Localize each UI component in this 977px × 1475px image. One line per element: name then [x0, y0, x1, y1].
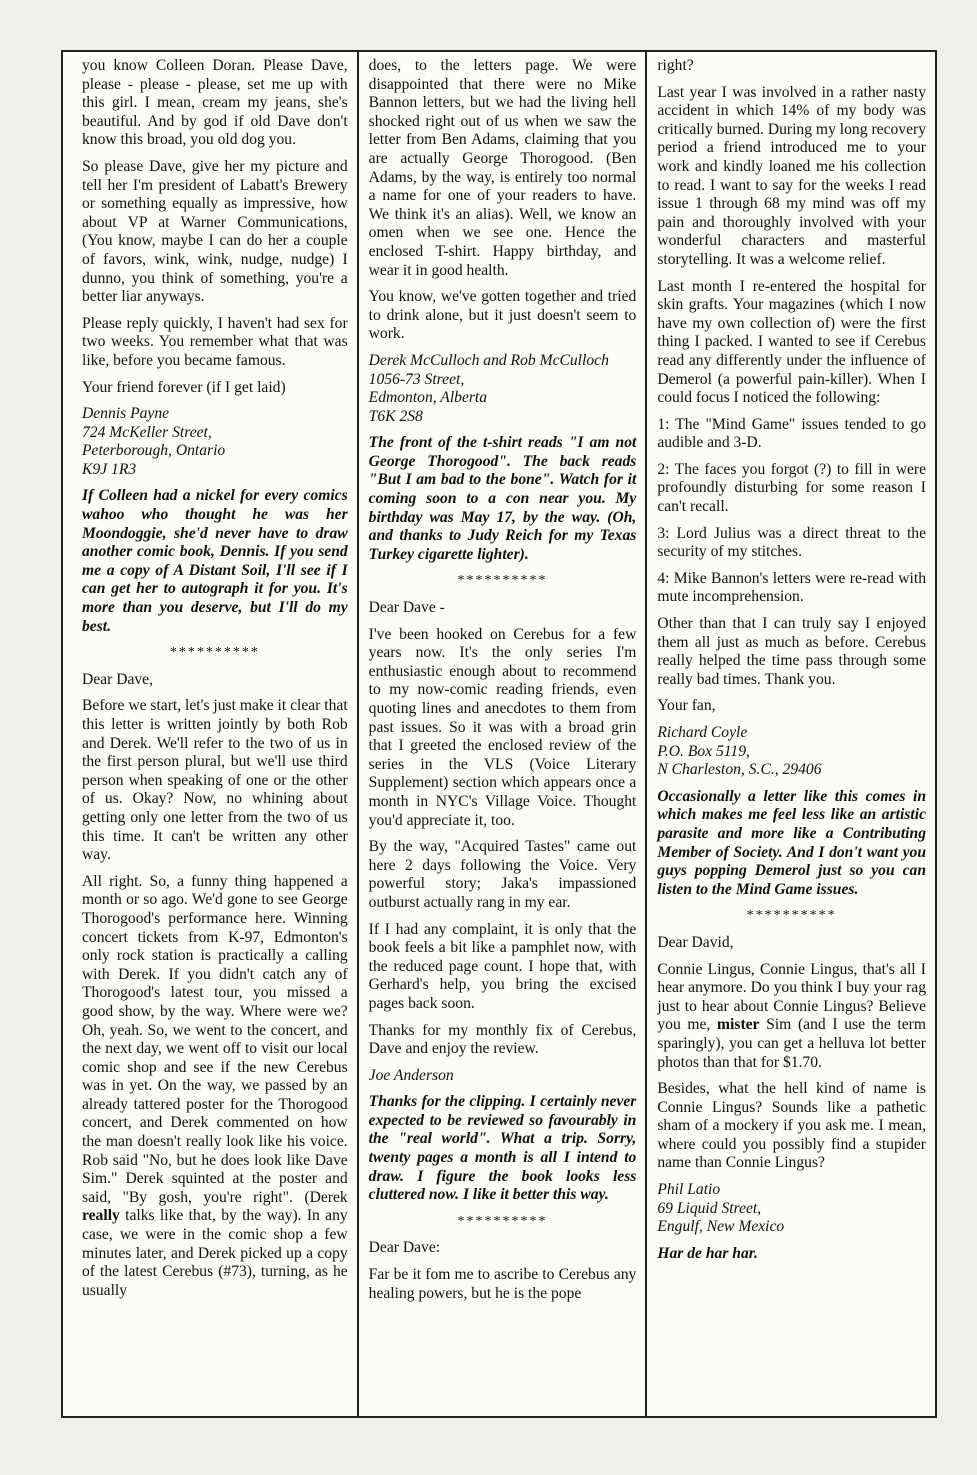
star-divider: ********** — [457, 1213, 548, 1229]
letter-paragraph: Other than that I can truly say I enjoyed them all just as much as before. Cerebus really helped the time pass through some really bad times. Thank you. — [657, 615, 926, 688]
signature-block — [369, 352, 637, 426]
letter-closing: Your fan, — [657, 697, 716, 715]
signature-name: Joe Anderson — [368, 1066, 454, 1084]
letter-list-item: 3: Lord Julius was a direct threat to the security of my stitches. — [657, 524, 926, 561]
column-1 — [63, 52, 357, 1416]
letter-paragraph: If I had any complaint, it is only that the book feels a bit like a pamphlet now, with the reduced page count. I hope that, with Gerhard's help, you bring the excised pages back soon. — [368, 920, 637, 1012]
letter-paragraph: Thanks for my monthly fix of Cerebus, Dave and enjoy the review. — [368, 1021, 637, 1058]
letter-closing: Your friend forever (if I get laid) — [82, 378, 286, 396]
letter-paragraph: does, to the letters page. We were disappointed that there were no Mike Bannon letters, but we had the living hell shocked right out of us when we saw the letter from Ben Adams, claiming that you are actually George Thorogood. (Ben Adams, by the way, is entirely too normal a name for one of your readers to have. We think it's an alias). Well, we know an omen when we see one. Hence the enclosed T-shirt. Happy birthday, and wear it in good health. — [368, 57, 637, 279]
letter-greeting: Dear Dave - — [368, 599, 445, 617]
letter-list-item: 2: The faces you forgot (?) to fill in were profoundly disturbing for some reason I can't recall. — [657, 460, 926, 516]
signature-name: Dennis Payne — [82, 405, 170, 423]
signature-city: N Charleston, S.C., 29406 — [657, 761, 822, 779]
emphasis: mister — [717, 1016, 760, 1034]
column-2 — [357, 52, 646, 1416]
signature-address: 1056-73 Street, — [368, 370, 465, 388]
signature-address: 69 Liquid Street, — [657, 1199, 762, 1217]
text-run: talks like that, by the way). In any case, we were in the comic shop a few minutes later, and Derek picked up a copy of the latest Cerebus (#73), turning, as he usually — [82, 1207, 348, 1299]
letter-paragraph: you know Colleen Doran. Please Dave, please - please - please, set me up with this girl. I mean, cream my jeans, she's beautiful. And by god if old Dave don't know this broad, you old dog you. — [82, 57, 348, 149]
editor-reply: If Colleen had a nickel for every comics wahoo who thought he was her Moondoggie, she'd never have to draw another comic book, Dennis. If you send me a copy of A Distant Soil, I'll see if I can get her to autograph it for you. It's more than you deserve, but I'll do my best. — [82, 487, 348, 635]
signature-postal: K9J 1R3 — [82, 460, 137, 478]
letter-list-item: 4: Mike Bannon's letters were re-read with mute incomprehension. — [657, 569, 926, 606]
signature-name: Phil Latio — [657, 1181, 721, 1199]
editor-reply: Thanks for the clipping. I certainly never expected to be reviewed so favourably in the "real world". What a trip. Sorry, twenty pages a month is all I intend to draw. I figure the book looks less cluttered now. I like it better this way. — [368, 1093, 637, 1204]
letter-paragraph: Last year I was involved in a rather nasty accident in which 14% of my body was critically burned. During my long recovery period a friend introduced me to your work and kindly loaned me his collection to read. I want to say for the weeks I read issue 1 through 68 my mind was off my pain and thoroughly involved with your wonderful characters and masterful storytelling. It was a welcome relief. — [657, 83, 926, 268]
column-3 — [645, 52, 935, 1416]
editor-reply: The front of the t-shirt reads "I am not George Thorogood". The back reads "But I am bad to the bone". Watch for it coming soon to a con near you. My birthday was May 17, by the way. (Oh, and thanks to Judy Reich for my Texas Turkey cigarette lighter). — [368, 434, 637, 563]
text-run: Sim (and I use the term sparingly), you can get a helluva lot better photos than that for $1.70. — [657, 1016, 926, 1071]
signature-postal: T6K 2S8 — [368, 407, 423, 425]
signature-city: Engulf, New Mexico — [657, 1218, 785, 1236]
letter-paragraph: Besides, what the hell kind of name is Connie Lingus? Sounds like a pathetic sham of a mockery if you ask me. I mean, where could you possibly find a stupider name than Connie Lingus? — [657, 1080, 926, 1172]
signature-block — [657, 724, 926, 780]
star-divider: ********** — [169, 645, 260, 661]
signature-city: Edmonton, Alberta — [368, 389, 488, 407]
letter-paragraph — [82, 873, 348, 1301]
letter-paragraph: Please reply quickly, I haven't had sex for two weeks. You remember what that was like, before you became famous. — [82, 314, 348, 369]
letter-greeting: Dear Dave, — [82, 670, 153, 688]
signature-name: Richard Coyle — [657, 724, 748, 741]
letter-paragraph: You know, we've gotten together and tried to drink alone, but it just doesn't seem to work. — [368, 288, 637, 343]
editor-reply: Occasionally a letter like this comes in which makes me feel less like an artistic parasite and more like a Contributing Member of Society. And I don't want you guys popping Demerol just so you can listen to the Mind Game issues. — [657, 787, 926, 898]
editor-reply: Har de har har. — [657, 1244, 758, 1262]
letter-paragraph: Last month I re-entered the hospital for skin grafts. Your magazines (which I now have my own collection of) were the first thing I packed. I wanted to see if Cerebus read any differently under the influence of Demerol (a powerful pain-killer). When I could focus I noticed the following: — [657, 277, 926, 407]
star-divider: ********** — [457, 573, 548, 589]
signature-city: Peterborough, Ontario — [82, 442, 226, 460]
letter-paragraph: By the way, "Acquired Tastes" came out here 2 days following the Voice. Very powerful story; Jaka's impassioned outburst actually rang in my ear. — [368, 838, 637, 911]
letter-paragraph: I've been hooked on Cerebus for a few years now. It's the only series I'm enthusiastic enough about to recommend to my now-comic reading friends, even quoting lines and anecdotes to them from past issues. So it was with a broad grin that I greeted the enclosed review of the series in the VLS (Voice Literary Supplement) section which appears once a month in NYC's Village Voice. Thought you'd appreciate it, too. — [368, 625, 637, 829]
text-run: Connie Lingus, Connie Lingus, that's all I hear anymore. Do you think I buy your rag just to hear about Connie Lingus? Believe you me, — [657, 960, 926, 1034]
letter-list-item: 1: The "Mind Game" issues tended to go audible and 3-D. — [657, 415, 926, 452]
letter-paragraph: Far be it fom me to ascribe to Cerebus any healing powers, but he is the pope — [368, 1266, 637, 1302]
emphasis: really — [82, 1207, 120, 1225]
letter-greeting: Dear Dave: — [368, 1239, 441, 1257]
text-run: All right. So, a funny thing happened a month or so ago. We'd gone to see George Thorogood's performance here. Winning concert tickets from K-97, Edmonton's only rock station is practically a calling with Derek. If you didn't catch any of Thorogood's latest tour, you missed a good show, by the way. Where were we? Oh, yeah. So, we went to the concert, and the next day, we went off to visit our local comic shop and see if the new Cerebus was in yet. On the way, we passed by an already tattered poster for the Thorogood concert, and Derek commented on how the man doesn't really look like his voice. Rob said "No, but he does look like Dave Sim." Derek squinted at the poster and said, "By gosh, you're right". (Derek — [82, 872, 348, 1206]
letter-paragraph — [657, 961, 926, 1073]
star-divider: ********** — [746, 908, 837, 924]
letter-paragraph: Before we start, let's just make it clear that this letter is written jointly by both Rob and Derek. We'll refer to the two of us in the first person plural, but we'll use third person when speaking of one or the other of us. Okay? Now, no whining about getting only one letter from the two of us this time. It can't be written any other way. — [82, 697, 348, 864]
letter-greeting: Dear David, — [657, 933, 734, 951]
signature-address: P.O. Box 5119, — [657, 742, 750, 760]
signature-name: Derek McCulloch and Rob McCulloch — [368, 351, 609, 369]
letter-paragraph: So please Dave, give her my picture and tell her I'm president of Labatt's Brewery or something equally as impressive, how about VP at Warner Communications, (You know, maybe I can do her a couple of favors, wink, wink, nudge, nudge) I dunno, you think of something, you're a better liar anyways. — [82, 157, 348, 306]
letter-paragraph: right? — [657, 57, 694, 74]
signature-block — [82, 405, 348, 479]
signature-address: 724 McKeller Street, — [82, 423, 212, 441]
letters-page — [61, 50, 937, 1418]
signature-block — [657, 1181, 926, 1237]
